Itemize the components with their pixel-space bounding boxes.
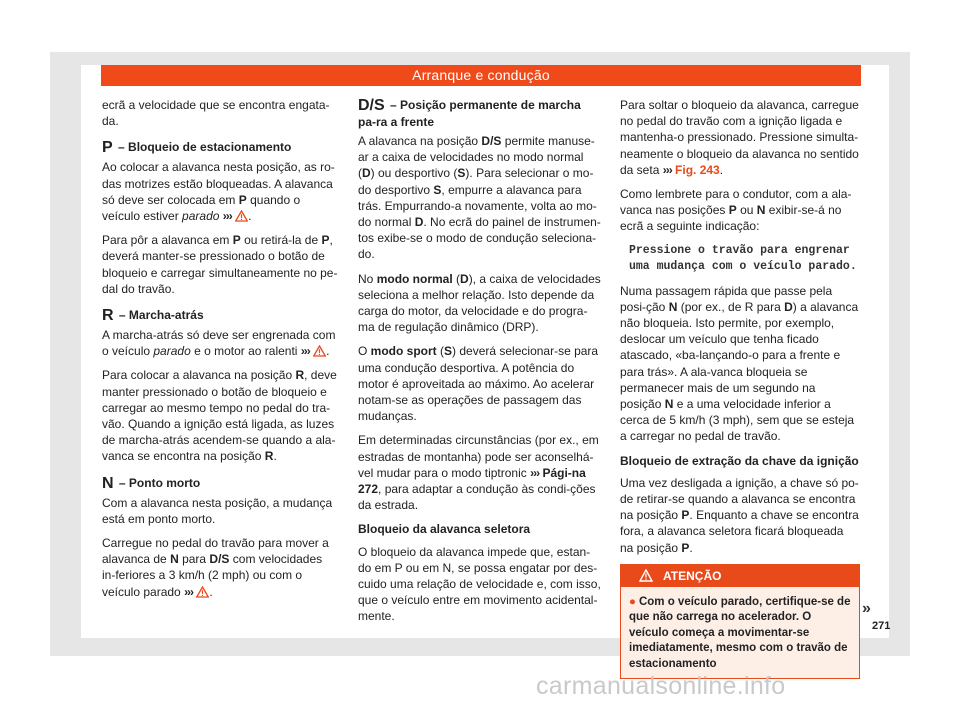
reverse-heading [102,307,338,324]
nav-arrows[interactable]: ››› [184,584,194,599]
lever-lock-title: Bloqueio da alavanca seletora [358,522,531,537]
lever-lock-text: O bloqueio da alavanca impede que, estan-do em P ou em N, se possa engatar por des-cuido uma relação de velocidade e, com isso, que o veículo entre em movimento acidental-mente. [358,544,601,624]
gear-p-symbol: P [102,139,113,157]
page-272-link[interactable]: Pági-na 272 [358,465,586,497]
watermark: carmanualsonline.info [536,672,786,700]
warning-box-text: Com o veículo parado, certifique-se de que não carrega no acelerador. O veículo começa a movimentar-se imediatamente, mesmo com o travão de estacionamento [629,595,851,670]
column-1 [102,97,338,608]
quick-pass-text: Numa passagem rápida que passe pela posi-ção N (por ex., de R para D) a alavanca não bloqueia. Isto permite, por exemplo, deslocar um veículo que tenha ficado atascado, «ba-lançando-o para a frente e para trás». A ala-vanca bloqueia se permanecer mais de um segundo na posição N e a uma velocidade inferior a cerca de 5 km/h (3 mph), sem que se esteja a carregar no pedal de travão. [620,283,859,444]
section-header: Arranque e condução [101,65,861,86]
fig-243-link[interactable]: Fig. 243 [675,162,720,177]
bullet-icon: ● [629,595,636,608]
warning-triangle-icon[interactable] [235,210,248,222]
park-text-1: Ao colocar a alavanca nesta posição, as ro-das motrizes estão bloqueadas. A alavanca só deve ser colocada em P quando o veículo estiver parado ››› . [102,160,335,224]
neutral-text-1: Com a alavanca nesta posição, a mudança está em ponto morto. [102,495,333,526]
warning-box [620,564,860,680]
display-message-line-2: uma mudança com o veículo parado. [629,259,857,273]
drive-text: A alavanca na posição D/S permite manuse-ar a caixa de velocidades no modo normal (D) ou desportivo (S). Para selecionar o mo-do desportivo S, empurre a alavanca para trás. Empurrando-a novamente, volta ao mo-do normal D. No ecrã do painel de instrumen-tos exibe-se o modo de condução seleciona-do. [358,134,601,262]
intro-text: ecrã a velocidade que se encontra engata-da. [102,98,330,129]
release-text: Para soltar o bloqueio da alavanca, carregue no pedal do travão com a ignição ligada e mantenha-o pressionado. Pressione simulta-neamente o bloqueio da alavanca no sentido da seta ››› Fig. 243. [620,98,859,177]
nav-arrows[interactable]: ››› [530,465,540,480]
display-message-line-1: Pressione o travão para engrenar [629,243,850,257]
warning-box-title: ATENÇÃO [663,568,722,583]
page-number: 271 [872,620,891,632]
sport-mode-text: O modo sport (S) deverá selecionar-se para uma condução desportiva. A potência do motor é aproveitada ao máximo. Ao acelerar notam-se as operações de passagem das mudanças. [358,344,599,424]
neutral-heading [102,475,338,492]
gear-r-symbol: R [102,307,114,325]
nav-arrows[interactable]: ››› [222,209,232,224]
nav-arrows[interactable]: ››› [662,162,672,177]
key-lock-text: Uma vez desligada a ignição, a chave só po-de retirar-se quando a alavanca se encontra na posição P. Enquanto a chave se encontra fora, a alavanca seletora ficará bloqueada na posição P. [620,475,859,555]
display-message [629,243,860,275]
warning-box-body [621,587,859,679]
key-lock-title: Bloqueio de extração da chave da ignição [620,453,859,468]
column-3 [620,97,860,679]
park-text-2: Para pôr a alavanca em P ou retirá-la de P, deverá manter-se pressionado o botão de bloqueio e carregar simultaneamente no pe-dal do travão. [102,233,338,296]
warning-triangle-icon[interactable] [313,345,326,357]
gear-n-symbol: N [102,474,114,492]
drive-heading [358,97,602,130]
warning-triangle-icon [639,569,653,582]
warning-box-header [621,565,859,587]
nav-arrows[interactable]: ››› [300,344,310,359]
continue-arrow: » [862,600,871,617]
reverse-text-2: Para colocar a alavanca na posição R, deve manter pressionado o botão de bloqueio e carregar ao mesmo tempo no pedal do tra-vão. Quando a ignição está ligada, as luzes de marcha-atrás acendem-se quando a ala-vanca se encontra na posição R. [102,368,337,464]
tiptronic-text: Em determinadas circunstâncias (por ex., em estradas de montanha) pode ser aconselhá-vel mudar para o modo tiptronic ››› Pági-na 272, para adaptar a condução às condi-ções da estrada. [358,433,599,513]
warning-triangle-icon[interactable] [196,586,209,598]
drive-title: – Posição permanente de marcha pa-ra a frente [358,98,581,129]
park-heading [102,139,338,156]
park-title: – Bloqueio de estacionamento [118,140,292,155]
neutral-title: – Ponto morto [118,475,201,490]
neutral-text-2: Carregue no pedal do travão para mover a alavanca de N para D/S com velocidades in-feriores a 3 km/h (2 mph) ou com o veículo parado ››› . [102,536,329,599]
reverse-title: – Marcha-atrás [118,308,204,323]
reverse-text-1: A marcha-atrás só deve ser engrenada com o veículo parado e o motor ao ralenti ››› . [102,328,336,359]
reminder-text: Como lembrete para o condutor, com a ala-vanca nas posições P ou N exibir-se-á no ecrã a seguinte indicação: [620,187,852,234]
normal-mode-text: No modo normal (D), a caixa de velocidades seleciona a melhor relação. Isto depende da carga do motor, da velocidade e do progra-ma de regulação dinâmico (DRP). [358,271,601,335]
gear-ds-symbol: D/S [358,97,385,114]
column-2 [358,97,602,633]
